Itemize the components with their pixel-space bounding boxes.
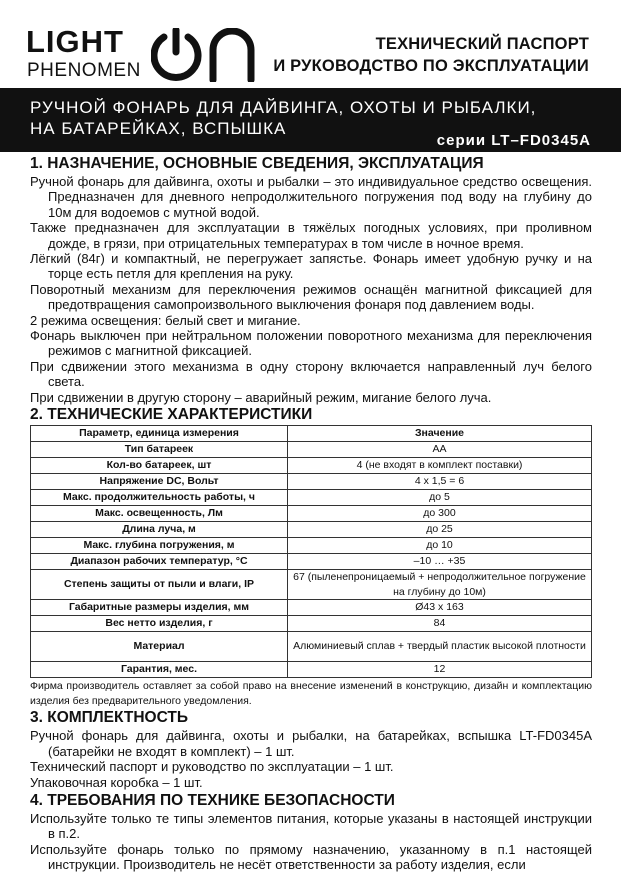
- parameter-cell: Вес нетто изделия, г: [31, 616, 288, 632]
- table-row: [31, 474, 592, 490]
- table-row: [31, 522, 592, 538]
- value-cell: до 10: [288, 538, 592, 554]
- value-cell: 4 х 1,5 = 6: [288, 474, 592, 490]
- parameter-cell: Макс. продолжительность работы, ч: [31, 490, 288, 506]
- value-cell: 4 (не входят в комплект поставки): [288, 458, 592, 474]
- parameter-cell: Диапазон рабочих температур, °C: [31, 554, 288, 570]
- paragraph: Фонарь выключен при нейтральном положении поворотного механизма для переключения режимов с магнитной фиксацией.: [30, 328, 592, 359]
- table-row: [31, 570, 592, 600]
- section-specifications: [30, 406, 592, 709]
- parameter-cell: Гарантия, мес.: [31, 662, 288, 678]
- paragraph: Поворотный механизм для переключения режимов оснащён магнитной фиксацией для предотвращения самопроизвольного выключения фонаря под давлением воды.: [30, 281, 592, 313]
- value-cell: Алюминиевый сплав + твердый пластик высокой плотности: [288, 632, 592, 662]
- paragraph: 2 режима освещения: белый свет и мигание.: [30, 312, 301, 328]
- table-row: [31, 616, 592, 632]
- paragraph: При сдвижении в другую сторону – аварийный режим, мигание белого луча.: [30, 389, 492, 405]
- parameter-cell: Макс. освещенность, Лм: [31, 506, 288, 522]
- logo-text-light: LIGHT: [26, 24, 124, 59]
- brand-logo: [26, 24, 241, 84]
- paragraph: Ручной фонарь для дайвинга, охоты и рыбалки, на батарейках, вспышка LT-FD0345A (батарейки не входят в комплект) – 1 шт.: [30, 728, 592, 759]
- paragraph: Используйте фонарь только по прямому назначению, указанному в п.1 настоящей инструкции. Производитель не несёт ответственности за работу изделия, если: [30, 841, 592, 873]
- section-purpose: [30, 155, 592, 405]
- paragraph: Также предназначен для эксплуатации в тяжёлых погодных условиях, при проливном дожде, в грязи, при отрицательных температурах в том числе в ночное время.: [30, 220, 592, 251]
- manufacturer-note: Фирма производитель оставляет за собой право на внесение изменений в конструкцию, дизайн и комплектацию изделия без предварительного уведомления.: [30, 680, 592, 708]
- document-title-line-2: И РУКОВОДСТВО ПО ЭКСПЛУАТАЦИИ: [273, 57, 589, 75]
- table-row: [31, 662, 592, 678]
- paragraph: Используйте только те типы элементов питания, которые указаны в настоящей инструкции в п.2.: [30, 810, 592, 842]
- section-heading: 1. НАЗНАЧЕНИЕ, ОСНОВНЫЕ СВЕДЕНИЯ, ЭКСПЛУАТАЦИЯ: [30, 155, 484, 172]
- parameter-cell: Длина луча, м: [31, 522, 288, 538]
- parameter-cell: Макс. глубина погружения, м: [31, 538, 288, 554]
- value-cell: –10 … +35: [288, 554, 592, 570]
- column-header-value: Значение: [288, 426, 592, 442]
- parameter-cell: Габаритные размеры изделия, мм: [31, 600, 288, 616]
- value-cell: до 5: [288, 490, 592, 506]
- table-row: [31, 600, 592, 616]
- section-heading: 3. КОМПЛЕКТНОСТЬ: [30, 709, 188, 727]
- table-row: [31, 506, 592, 522]
- value-cell: AA: [288, 442, 592, 458]
- value-cell: 84: [288, 616, 592, 632]
- table-row: [31, 632, 592, 662]
- section-safety-requirements: [30, 792, 592, 873]
- paragraph: Упаковочная коробка – 1 шт.: [30, 774, 203, 790]
- table-header-row: [31, 426, 592, 442]
- document-title: [229, 33, 589, 77]
- table-row: [31, 442, 592, 458]
- value-cell: до 25: [288, 522, 592, 538]
- paragraph: При сдвижении этого механизма в одну сторону включается направленный луч белого света.: [30, 358, 592, 390]
- paragraph: Лёгкий (84г) и компактный, не перегружает запястье. Фонарь имеет удобную ручку и на торце есть петля для крепления на руку.: [30, 251, 592, 282]
- parameter-cell: Тип батареек: [31, 442, 288, 458]
- value-cell: до 300: [288, 506, 592, 522]
- table-row: [31, 458, 592, 474]
- specifications-table: [30, 425, 592, 678]
- value-cell: 67 (пыленепроницаемый + непродолжительное погружение на глубину до 10м): [288, 570, 592, 600]
- value-cell: 12: [288, 662, 592, 678]
- column-header-parameter: Параметр, единица измерения: [31, 426, 288, 442]
- parameter-cell: Кол-во батареек, шт: [31, 458, 288, 474]
- document-title-line-1: ТЕХНИЧЕСКИЙ ПАСПОРТ: [375, 35, 589, 53]
- product-name-line-1: РУЧНОЙ ФОНАРЬ ДЛЯ ДАЙВИНГА, ОХОТЫ И РЫБАЛКИ,: [30, 98, 537, 117]
- table-row: [31, 490, 592, 506]
- product-name-line-2: НА БАТАРЕЙКАХ, ВСПЫШКА: [30, 119, 287, 138]
- parameter-cell: Материал: [31, 632, 288, 662]
- logo-text-phenomen: PHENOMEN: [27, 60, 141, 81]
- table-row: [31, 538, 592, 554]
- section-package-contents: [30, 709, 592, 790]
- product-series: серии LT–FD0345A: [436, 132, 591, 149]
- document-body: [30, 155, 592, 873]
- section-heading: 4. ТРЕБОВАНИЯ ПО ТЕХНИКЕ БЕЗОПАСНОСТИ: [30, 791, 395, 809]
- table-row: [31, 554, 592, 570]
- section-heading: 2. ТЕХНИЧЕСКИЕ ХАРАКТЕРИСТИКИ: [30, 406, 313, 424]
- parameter-cell: Напряжение DC, Вольт: [31, 474, 288, 490]
- paragraph: Технический паспорт и руководство по эксплуатации – 1 шт.: [30, 759, 394, 775]
- paragraph: Ручной фонарь для дайвинга, охоты и рыбалки – это индивидуальное средство освещения. Предназначен для дневного непродолжительного погружения под воду на глубину до 10м для водоемов с мутной водой.: [30, 174, 592, 220]
- value-cell: Ø43 x 163: [288, 600, 592, 616]
- product-banner: [0, 88, 621, 152]
- parameter-cell: Степень защиты от пыли и влаги, IP: [31, 570, 288, 600]
